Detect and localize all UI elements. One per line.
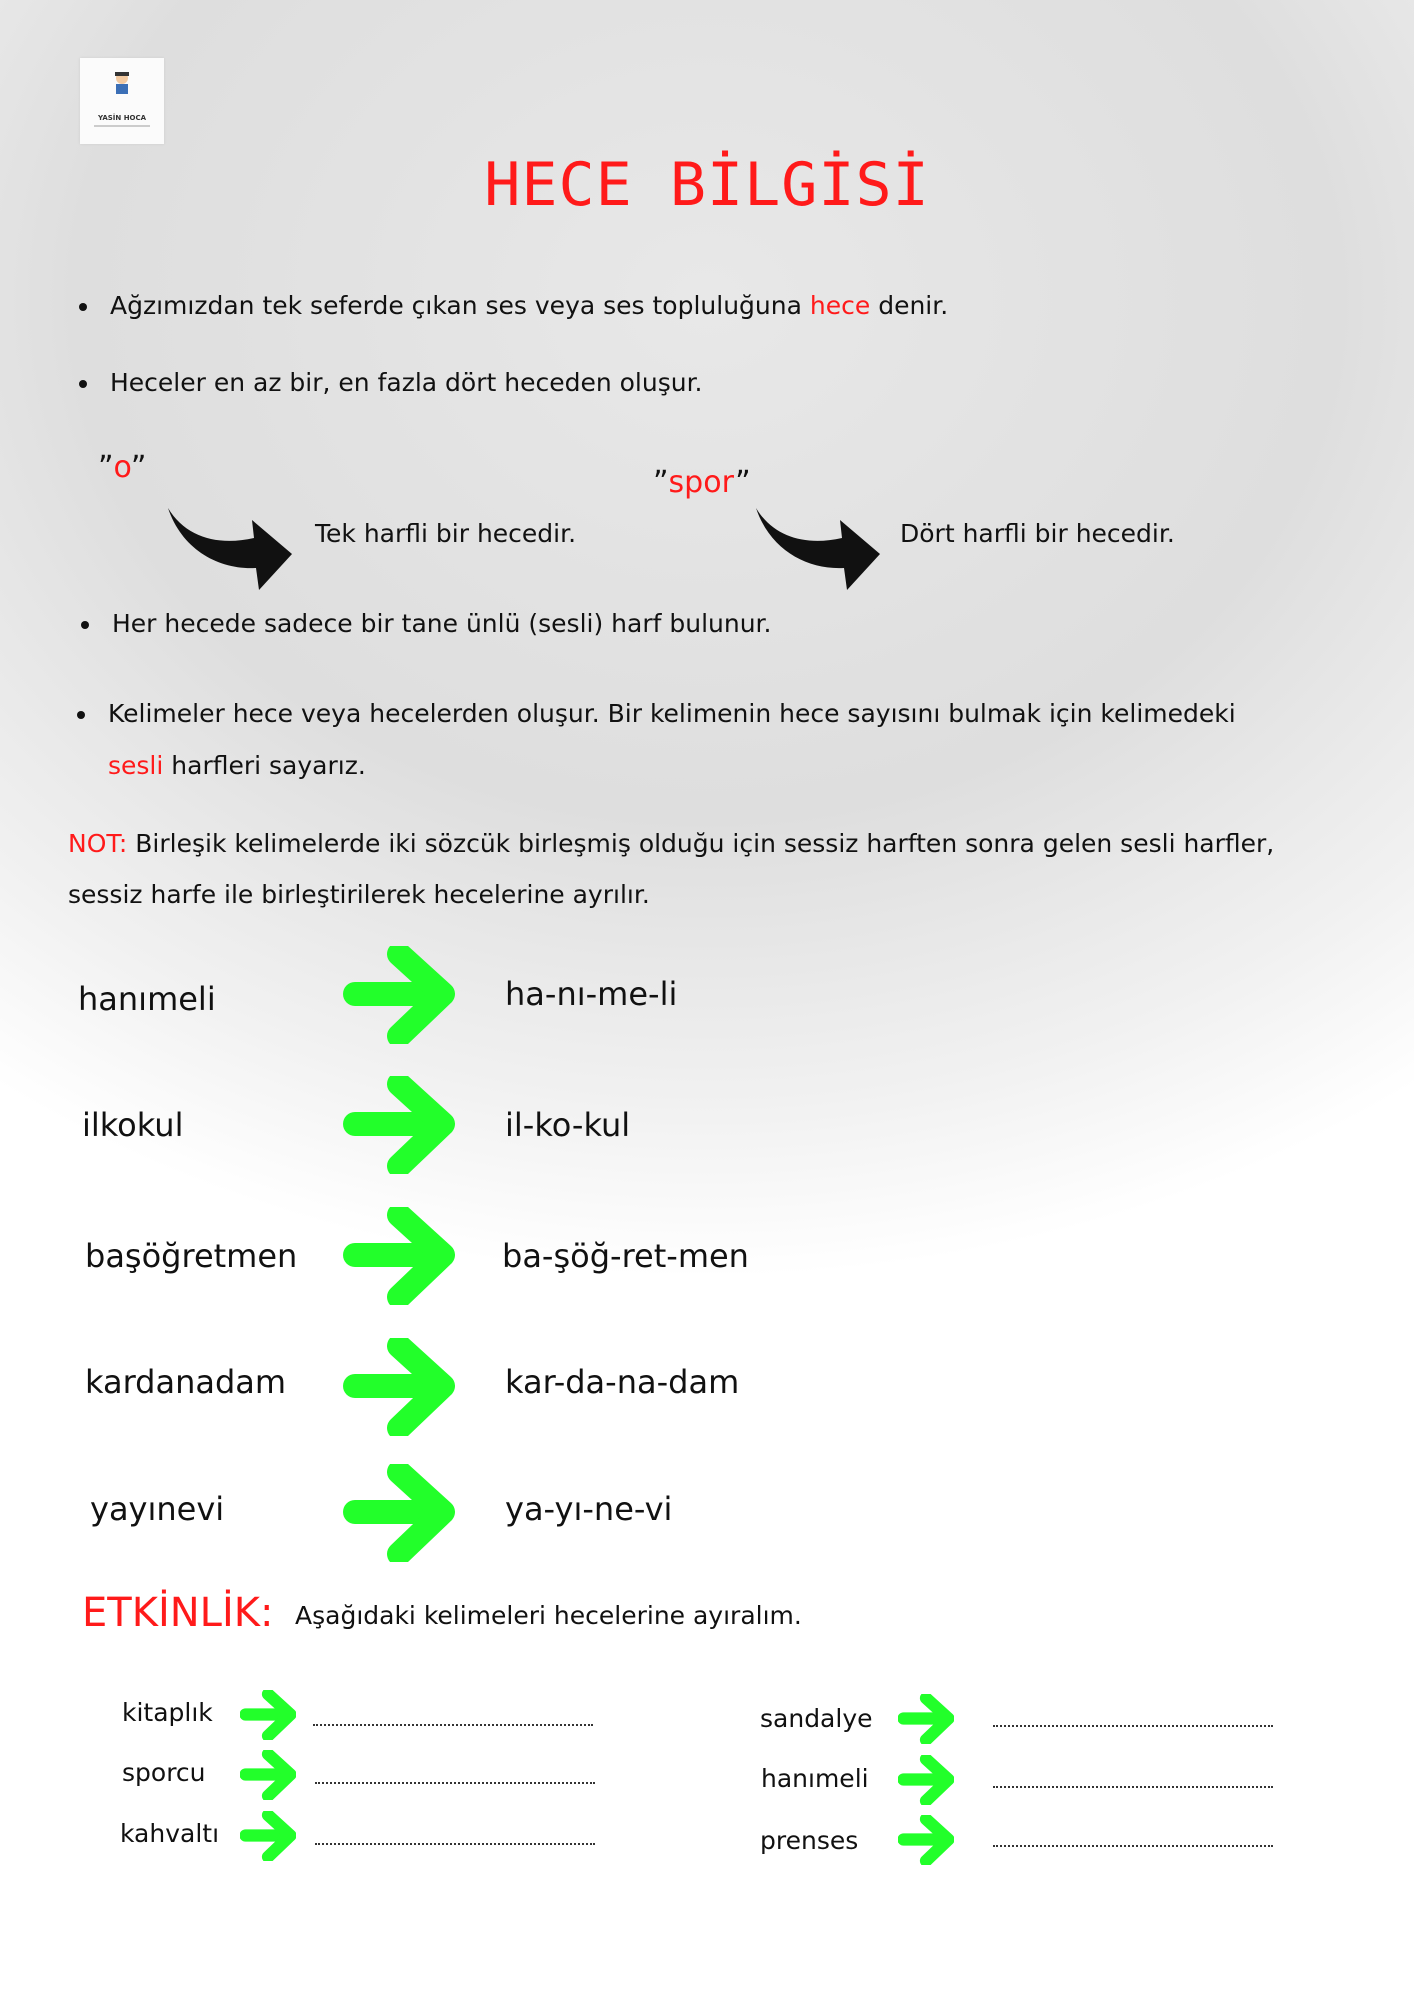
green-arrow-icon [343,1464,455,1562]
compound-word: başöğretmen [85,1237,298,1275]
quote-mark: ” [653,465,669,500]
example-text: Dört harfli bir hecedir. [900,519,1175,548]
bullet-definition [110,288,948,324]
note [68,826,1368,913]
activity-word: hanımeli [761,1764,869,1793]
green-arrow-icon [240,1750,296,1800]
note-text: Birleşik kelimelerde iki sözcük birleşmiş olduğu için sessiz harften sonra gelen sesli harfler, [127,829,1275,858]
green-arrow-icon [898,1694,954,1744]
bullet-text: Ağzımızdan tek seferde çıkan ses veya ses topluluğuna [110,291,810,320]
answer-line[interactable] [313,1724,593,1726]
example-word-spor [653,465,751,500]
compound-word: hanımeli [78,980,216,1018]
bullet-text: harfleri sayarız. [163,751,366,780]
green-arrow-icon [343,946,455,1044]
compound-word: yayınevi [90,1490,225,1528]
activity-word: kahvaltı [120,1819,220,1848]
green-arrow-icon [240,1690,296,1740]
bullet-text: denir. [870,291,949,320]
quote-mark: ” [735,465,751,500]
activity-label: ETKİNLİK: [82,1590,274,1636]
example-text: Tek harfli bir hecedir. [315,519,577,548]
green-arrow-icon [898,1815,954,1865]
highlight-sesli: sesli [108,751,164,780]
green-arrow-icon [898,1755,954,1805]
answer-line[interactable] [315,1843,595,1845]
compound-syllables: ba-şöğ-ret-men [502,1237,749,1275]
bullet-text: Her hecede sadece bir tane ünlü (sesli) harf bulunur. [112,609,772,638]
note-text: sessiz harfe ile birleştirilerek hecelerine ayrılır. [68,880,650,909]
quote-mark: ” [130,450,147,485]
bullet-syllable-count [110,365,703,401]
teacher-avatar-icon [110,70,134,94]
compound-syllables: ya-yı-ne-vi [505,1490,673,1528]
bullet-text: Kelimeler hece veya hecelerden oluşur. Bir kelimenin hece sayısını bulmak için kelimedeki [108,699,1236,728]
answer-line[interactable] [993,1786,1273,1788]
compound-word: ilkokul [82,1106,184,1144]
compound-syllables: ha-nı-me-li [505,975,678,1013]
black-arrow-icon [752,498,884,598]
quote-mark: ” [98,450,114,485]
logo-underline [94,125,150,127]
example-word: spor [668,465,736,500]
green-arrow-icon [343,1076,455,1174]
logo [80,58,164,144]
green-arrow-icon [240,1811,296,1861]
page-title: HECE BİLGİSİ [484,150,930,220]
bullet-text-line2 [108,748,1258,784]
example-word: o [113,450,131,485]
bullet-text: Heceler en az bir, en fazla dört heceden oluşur. [110,368,703,397]
green-arrow-icon [343,1207,455,1305]
green-arrow-icon [343,1338,455,1436]
answer-line[interactable] [993,1725,1273,1727]
activity-word: kitaplık [122,1698,213,1727]
bullet-vowel [112,606,771,642]
compound-word: kardanadam [85,1363,287,1401]
highlight-hece: hece [809,291,871,320]
example-word-o [98,450,146,485]
note-label: NOT: [68,829,128,858]
activity-word: sporcu [122,1758,206,1787]
bullet-count-vowels [108,696,1258,784]
activity-instruction: Aşağıdaki kelimeleri hecelerine ayıralım. [295,1601,802,1630]
black-arrow-icon [164,498,296,598]
activity-word: prenses [760,1826,859,1855]
answer-line[interactable] [315,1782,595,1784]
compound-syllables: il-ko-kul [505,1106,631,1144]
logo-text: YASİN HOCA [97,114,147,122]
answer-line[interactable] [993,1845,1273,1847]
compound-syllables: kar-da-na-dam [505,1363,740,1401]
activity-word: sandalye [760,1704,873,1733]
